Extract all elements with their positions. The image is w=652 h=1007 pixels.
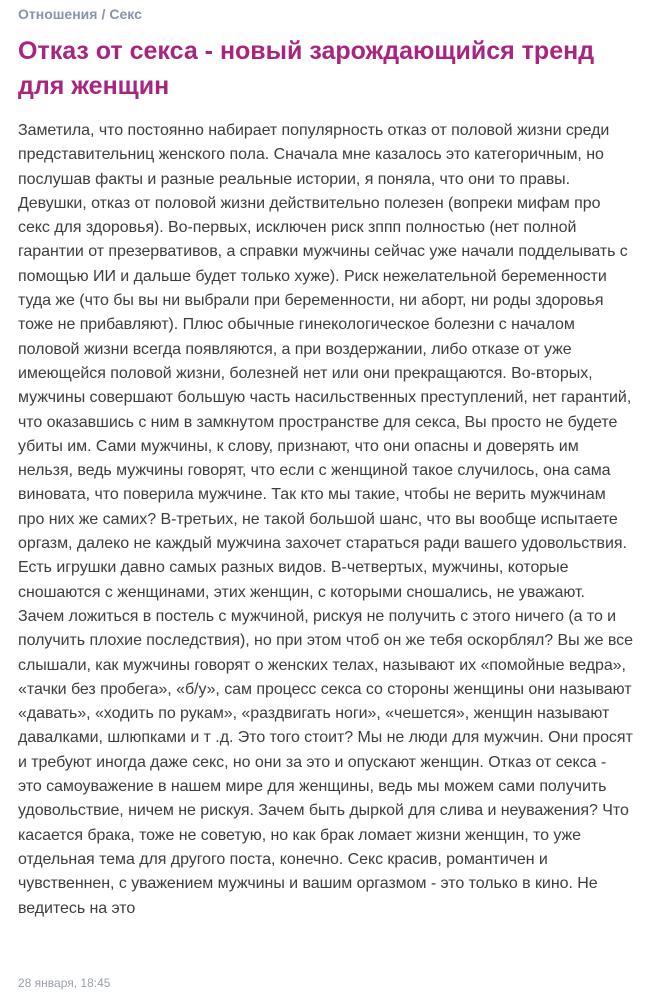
post-date: 28 января, 18:45: [18, 976, 111, 990]
breadcrumb-separator: /: [101, 6, 106, 22]
breadcrumb-item-sex[interactable]: Секс: [109, 6, 142, 22]
post-body: Заметила, что постоянно набирает популярность отказ от половой жизни среди представительниц женского пола. Сначала мне казалось это категоричным, но послушав факты и разные реальные истории, я поняла, что они то правы. Девушки, отказ от половой жизни действительно полезен (вопреки мифам про секс для здоровья). Во-первых, исключен риск зппп полностью (нет полной гарантии от презервативов, а справки мужчины сейчас уже начали подделывать с помощью ИИ и дальше будет только хуже). Риск нежелательной беременности туда же (что бы вы ни выбрали при беременности, ни аборт, ни роды здоровья тоже не прибавляют). Плюс обычные гинекологическое болезни с началом половой жизни всегда появляются, а при воздержании, либо отказе от уже имеющейся половой жизни, болезней нет или они прекращаются. Во-вторых, мужчины совершают большую часть насильственных преступлений, нет гарантий, что оказавшись с ним в замкнутом пространстве для секса, Вы просто не будете убиты им. Сами мужчины, к слову, признают, что они опасны и доверять им нельзя, ведь мужчины говорят, что если с женщиной такое случилось, она сама виновата, что поверила мужчине. Так кто мы такие, чтобы не верить мужчинам про них же самих? В-третьих, не такой большой шанс, что вы вообще испытаете оргазм, далеко не каждый мужчина захочет стараться ради вашего удовольствия. Есть игрушки давно самых разных видов. В-четвертых, мужчины, которые сношаются с женщинами, этих женщин, с которыми сношались, не уважают. Зачем ложиться в постель с мужчиной, рискуя не получить с этого ничего (а то и получить плохие последствия), но при этом чтоб он же тебя оскорблял? Вы же все слышали, как мужчины говорят о женских телах, называют их «помойные ведра», «тачки без пробега», «б/у», сам процесс секса со стороны женщины они называют «давать», «ходить по рукам», «раздвигать ноги», «чешется», женщин называют давалками, шлюпками и т .д. Это того стоит? Мы не люди для мужчин. Они просят и требуют иногда даже секс, но они за это и опускают женщин. Отказ от секса - это самоуважение в нашем мире для женщины, ведь мы можем сами получить удовольствие, ничем не рискуя. Зачем быть дыркой для слива и неуважения? Что касается брака, тоже не советую, но как брак ломает жизни женщин, то уже отдельная тема для другого поста, конечно. Секс красив, романтичен и чувственнен, с уважением мужчины и вашим оргазмом - это только в кино. Не ведитесь на это: [18, 122, 633, 917]
breadcrumb-item-relationships[interactable]: Отношения: [18, 6, 98, 22]
breadcrumb: [18, 5, 142, 23]
post-title: Отказ от секса - новый зарождающийся тренд для женщин: [18, 37, 595, 100]
